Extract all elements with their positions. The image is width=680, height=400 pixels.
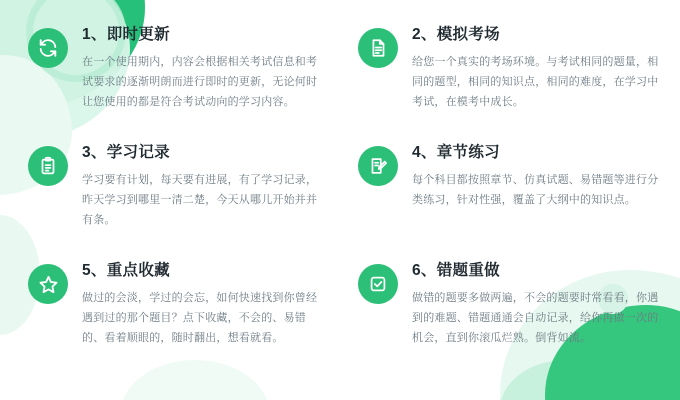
feature-item-key-favorites [0,254,340,372]
feature-item-study-record [0,136,340,254]
feature-description: 做错的题要多做两遍，不会的题要时常看看，你遇到的难题、错题通通会自动记录，给你再做一次的机会，直到你滚瓜烂熟。倒背如流。 [412,291,659,345]
feature-item-mock-exam [340,18,680,136]
document-exam-icon [358,28,398,68]
feature-title: 1、即时更新 [82,26,170,43]
pencil-note-icon [358,146,398,186]
feature-text-block [412,260,662,349]
feature-item-redo-wrong [340,254,680,372]
feature-description: 学习要有计划，每天要有进展，有了学习记录，昨天学习到哪里一清二楚，今天从哪儿开始并并有条。 [82,173,318,227]
refresh-icon [28,28,68,68]
feature-item-instant-update [0,18,340,136]
star-icon [28,264,68,304]
feature-title: 4、章节练习 [412,144,500,161]
feature-description: 在一个使用期内，内容会根据相关考试信息和考试要求的逐渐明朗而进行即时的更新，无论何时让您使用的都是符合考试动向的学习内容。 [82,55,318,109]
feature-description: 每个科目都按照章节、仿真试题、易错题等进行分类练习，针对性强，覆盖了大纲中的知识点。 [412,173,659,206]
feature-description: 给您一个真实的考场环境。与考试相同的题量，相同的题型，相同的知识点，相同的难度，在学习中考试，在模考中成长。 [412,55,659,109]
feature-text-block [412,24,662,113]
feature-text-block [412,142,662,210]
feature-text-block [82,142,322,231]
feature-description: 做过的会淡，学过的会忘，如何快速找到你曾经遇到过的那个题目？点下收藏，不会的、易错的、看着顺眼的，随时翻出，想看就看。 [82,291,318,345]
feature-title: 6、错题重做 [412,262,500,279]
checklist-icon [358,264,398,304]
feature-item-chapter-practice [340,136,680,254]
feature-text-block [82,24,322,113]
feature-title: 2、模拟考场 [412,26,500,43]
feature-title: 5、重点收藏 [82,262,170,279]
clipboard-icon [28,146,68,186]
feature-text-block [82,260,322,349]
feature-title: 3、学习记录 [82,144,170,161]
